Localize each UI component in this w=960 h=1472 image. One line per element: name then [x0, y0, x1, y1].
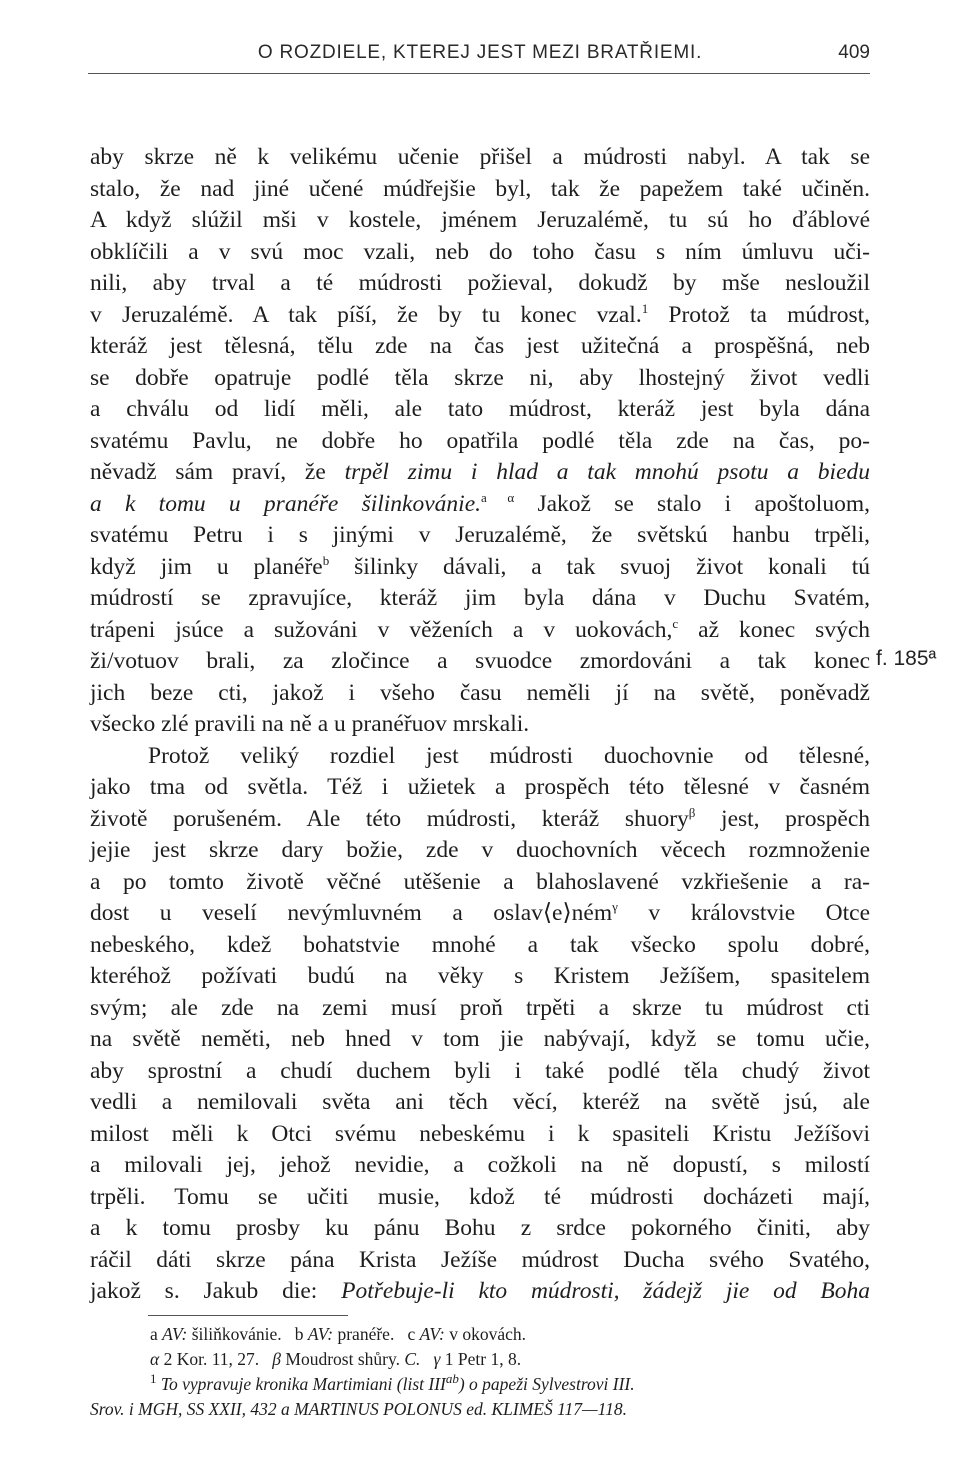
text-line: vedli a nemilovali světa ani těch věcí, kteréž na světě jsú, ale [90, 1089, 870, 1115]
text-line: svým; ale zde na zemi musí proň trpěti a skrze tu múdrost cti [90, 994, 870, 1021]
running-title: O ROZDIELE, KTEREJ JEST MEZI BRATŘIEMI. [257, 42, 703, 63]
text-line: něvadž sám praví, že trpěl zimu i hlad a tak mnohú psotu a biedu [90, 459, 871, 485]
folio-margin-note: f. 185ª [876, 647, 937, 670]
text-line: a k tomu prosby ku pánu Bohu z srdce pokorného činiti, aby [90, 1215, 870, 1241]
text-line: svatému Pavlu, ne dobře ho opatřila podlé těla zde na čas, po- [90, 427, 870, 454]
text-line: nili, aby trval a té múdrosti požieval, dokudž by mše nesloužil [90, 270, 870, 296]
page-number: 409 [838, 42, 870, 63]
header-rule [88, 73, 870, 74]
text-line: A když slúžil mši v kostele, jménem Jeruzalémě, tu sú ho ďáblové [90, 207, 870, 233]
text-line: jako tma od světla. Též i užietek a prospěch této tělesné v časném [90, 774, 870, 800]
text-line: všecko zlé pravili na ně a u pranéřuov mrskali. [90, 711, 530, 737]
text-line: ráčil dáti skrze pána Krista Ježíše múdrost Ducha svého Svatého, [90, 1246, 870, 1273]
main-text [90, 142, 870, 1308]
text-line: dost u veselí nevýmluvném a oslav⟨e⟩ném$^\gamma$ v královstvie Otce [90, 899, 871, 926]
text-line: se dobře opatruje podlé těla skrze ni, aby lhostejný život vedli [90, 364, 870, 391]
text-line: v Jeruzalémě. A tak píší, že by tu konec vzal.$^1$ Protož ta múdrost, [90, 300, 871, 328]
footnote-mark: c [672, 615, 679, 631]
text-line: a k tomu u pranéře šilinkovánie.$^{a \alpha}$ Jakož se stalo i apoštoluom, [90, 489, 870, 517]
text-line: jich beze cti, jakož i všeho času neměli jí na světě, poněvadž [90, 679, 870, 706]
text-line: na světě neměti, neb hned v tom jie nabývají, když se tomu učie, [90, 1026, 870, 1052]
text-line: životě porušeném. Ale této múdrosti, kteráž shuory$^\beta$ jest, prospěch [90, 804, 871, 832]
text-line: jejie jest skrze dary božie, zde v duochovních věcech rozmnoženie [90, 837, 870, 863]
text-line: aby skrze ně k velikému učenie přišel a múdrosti nabyl. A tak se [90, 144, 870, 170]
text-line: milost měli k Otci svému nebeskému i k spasiteli Kristu Ježíšovi [90, 1120, 870, 1147]
text-line: když jim u planéře$^b$ šilinky dávali, a tak svuoj život konali tú [90, 552, 870, 580]
footnote-line: α 2 Kor. 11, 27. β Moudrost shůry. C. γ 1 Petr 1, 8. [150, 1349, 522, 1369]
text-line: a milovali jej, jehož nevidie, a cožkoli na ně dopustí, s milostí [90, 1152, 870, 1178]
footnote-mark: b [322, 552, 330, 568]
text-line: nebeského, kdež bohatstvie mnohé a tak všecko spolu dobré, [90, 931, 870, 958]
text-line: aby sprostní a chudí duchem byli i také podlé těla chudý život [90, 1057, 870, 1084]
italic-quote: a k tomu u pranéře šilinkovánie. [90, 490, 481, 517]
footnote-mark: 1 [641, 300, 649, 316]
footnote-mark: a α [481, 489, 515, 505]
text-line: stalo, že nad jiné učené múdřejšie byl, tak že papežem také učiněn. [90, 175, 870, 202]
footnote-line: a AV: šiliňkovánie. b AV: pranéře. c AV: v okovách. [150, 1324, 526, 1344]
text-line: Protož veliký rozdiel jest múdrosti duochovnie od tělesné, [148, 742, 870, 769]
footnote-mark: γ [612, 899, 618, 915]
text-line: trápeni jsúce a sužováni v věženích a v uokovách,$^c$ až konec svých [90, 615, 870, 643]
footnote-rule [148, 1315, 348, 1316]
footnote-line: Srov. i MGH, SS XXII, 432 a MARTINUS POLONUS ed. KLIMEŠ 117—118. [90, 1399, 627, 1419]
footnote-mark: β [688, 804, 696, 820]
text-line: a po tomto životě věčné utěšenie a blahoslavené vzkřiešenie a ra- [90, 868, 870, 895]
text-line: múdrostí se zpravujíce, kteráž jim byla dána v Duchu Svatém, [90, 585, 870, 611]
text-line: trpěli. Tomu se učiti musie, kdož té múdrosti docházeti mají, [90, 1183, 870, 1210]
text-line: jakož s. Jakub die: Potřebuje-li kto múdrosti, žádejž jie od Boha [90, 1278, 870, 1304]
text-line: obklíčili a v svú moc vzali, neb do toho času s ním úmluvu uči- [90, 238, 870, 265]
text-line: kteréhož požívati budú na věky s Kristem Ježíšem, spasitelem [90, 963, 870, 989]
text-line: kteráž jest tělesná, tělu zde na čas jest užitečná a prospěšná, neb [90, 333, 870, 359]
italic-quote: trpěl zimu i hlad a tak mnohú psotu a biedu [344, 459, 871, 485]
running-header [90, 38, 870, 72]
footnote-line: $^1$ To vypravuje kronika Martimiani (list $III^{ab}$) o papeži Sylvestrovi III. [150, 1371, 635, 1394]
italic-quote: Potřebuje-li kto múdrosti, žádejž jie od Boha [341, 1278, 870, 1304]
text-line: a chválu od lidí měli, ale tato múdrost, kteráž jest byla dána [90, 396, 870, 422]
footnotes [90, 1322, 880, 1422]
text-line: svatému Petru i s jinými v Jeruzalémě, že světskú hanbu trpěli, [90, 522, 870, 548]
text-line: ži/votuov brali, za zločince a svuodce zmordováni a tak konec [90, 648, 870, 674]
